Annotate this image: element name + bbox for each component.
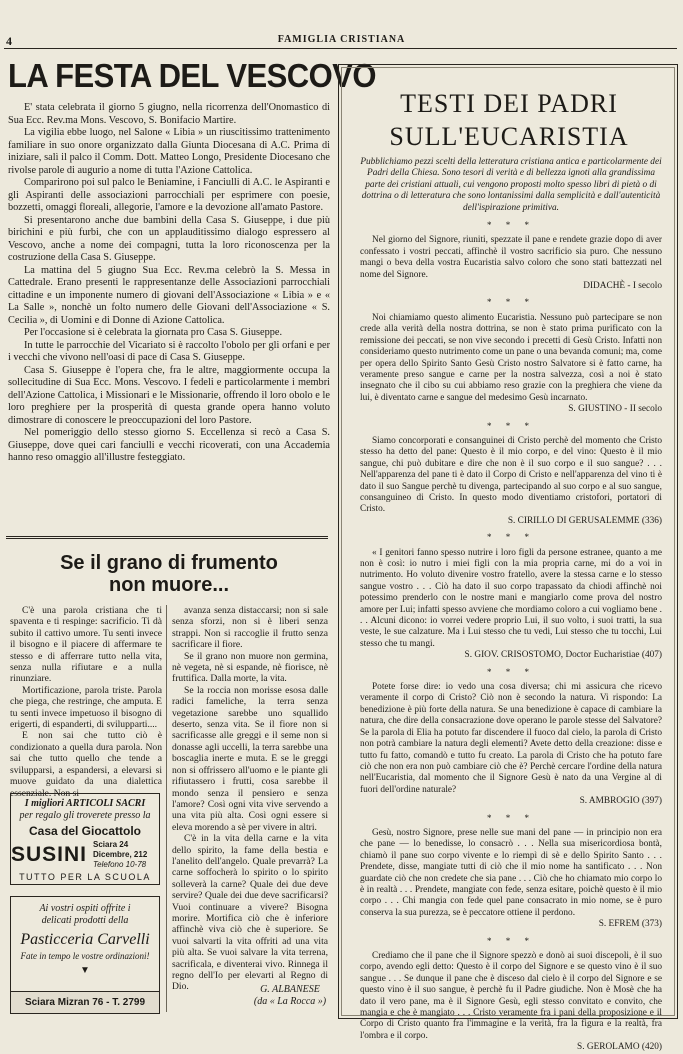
festa-paragraph: Nel pomeriggio dello stesso giorno S. Eccellenza si recò a Casa S. Giuseppe, dove quei cari fanciulli e vecchi ricoverati, con una Accademia hanno reso omaggio all'illustre festeggiato.: [8, 427, 330, 463]
section-stars: * * *: [487, 220, 535, 231]
grano-paragraph: Se la roccia non morisse esosa dalle radici fameliche, la terra senza vegetazione sarebbe uno squallido deserto, senza vita. Se il fiore non si sacrificasse alle greggi e il seme non si donasse agli uccelli, la terra sarebbe una boscaglia inerte e muta. E se le greggi non si offrissero all'uomo e le piante gli rifiutassero i frutti, cosa sarebbe il mondo senza il pensiero e senza l'amore? Così ogni vita vive servendo a una vita più alta. Così ogni essere si eleva morendo a sè per vivere in altri.: [172, 684, 328, 833]
section-stars: * * *: [487, 812, 535, 823]
testi-headline-line2: SULL'EUCARISTIA: [389, 122, 629, 151]
grano-headline-line2: non muore...: [109, 574, 229, 596]
arrow-down-icon: ▼: [80, 965, 90, 976]
grano-column-2: [172, 605, 328, 993]
ad-caption: TUTTO PER LA SCUOLA: [19, 872, 151, 882]
festa-article: [8, 56, 376, 465]
festa-paragraph: La mattina del 5 giugno Sua Ecc. Rev.ma celebrò la S. Messa in Cattedrale. Erano presenti le rappresentanze delle Associazioni parrocchiali cittadine e un imponente numero di giovani dell'Associazione « Libia » e « La Salle », nonchè un folto numero delle Giovani dell'Associazione « S. Cecilia », di Uomini e di Donne di Azione Cattolica.: [8, 264, 330, 326]
column-separator: [166, 605, 167, 1012]
testi-entry-source: DIDACHÈ - I secolo: [583, 281, 662, 292]
testi-entry-source: S. EFREM (373): [598, 919, 662, 930]
testi-body: [360, 157, 662, 1054]
ad-pasticceria-address: Sciara Mizran 76 - T. 2799: [11, 991, 159, 1013]
testi-entry-text: Crediamo che il pane che il Signore spezzò e donò ai suoi discepoli, è il suo corpo, avendo egli detto: Questo è il corpo del Signore e se questo vino è il suo sangue . . . Se dunque il pane che è disceso dal cielo è il corpo del Signore e se questo vino è il suo sangue, è perchè fu il Padre giudiche. Non è Mosè che ha dato il vero pane, ma è il Signore Gesù, egli stesso convitato e convito, che mangia e che è mangiato . . . Cristo veramente fra i pani della proposizione e il Corpo di Cristo quanto fra l'immagine e la verità, fra la figura e la realtà, fra l'ombra e il corpo.: [360, 951, 662, 1041]
festa-body: [8, 102, 330, 465]
section-divider: [6, 536, 328, 539]
ad-pasticceria-sub: Fate in tempo le vostre ordinazioni!: [20, 951, 150, 961]
running-title: FAMIGLIA CRISTIANA: [277, 34, 406, 45]
testi-entry-text: Noi chiamiamo questo alimento Eucaristia. Nessuno può partecipare se non crede alla verità della nostra dottrina, se non è stato prima purificato con la remissione dei peccati, se non vive secondo i precetti di Gesù Cristo. Infatti non consideriamo questo nutrimento come un pane o una bevanda comuni; ma, come per opera dello Spirito Santo Gesù Cristo nostro Salvatore si è fatto carne, ha veramente preso sangue e carne per la nostra salvezza, così a noi è stato insegnato che il cibo su cui abbiamo reso grazie con la preghiera che viene da lui, è diventato carne e sangue del medesimo Gesù incarnato.: [360, 312, 662, 403]
ad-line: delicati prodotti della: [41, 915, 129, 926]
testi-entry: [360, 951, 662, 1054]
ad-pasticceria-name: Pasticceria Carvelli: [20, 931, 150, 948]
testi-entry: [360, 828, 662, 931]
festa-headline: LA FESTA DEL VESCOVO: [8, 57, 376, 94]
testi-entry-text: Gesù, nostro Signore, prese nelle sue mani del pane — in principio non era che pane — lo benedisse, lo consacrò . . . Nella sua misericordiosa bontà, chiamò il pane suo corpo vivente e lo riempì di sè e dello Spirito Santo . . . Prendete, disse, mangiate tutti di ciò che il mio nome ha santificato . . . Non guardate ciò che non credete che sia pane . . . Ciò che ho chiamato mio corpo lo è in realtà . . . Prendete, mangiate con fede, senza esitare, poichè questo è il mio corpo . . . Chi mangia con fede quel pane consacrato in mio nome, se è puro conserva la sua purezza, se è peccatore ottiene il perdono.: [360, 827, 662, 918]
testi-entry-source: S. GEROLAMO (420): [577, 1042, 662, 1053]
ad-brand-row: [11, 840, 159, 870]
section-stars: * * *: [487, 297, 535, 308]
testi-entry-text: Potete forse dire: io vedo una cosa diversa; chi mi assicura che ricevo veramente il corpo di Cristo? Ciò non è secondo la natura. Vi rispondo: La benedizione è più forte della natura. Se una benedizione è capace di cambiare la natura, che dire della consacrazione dove operano le parole stesse del Salvatore? Se la parola di Elia ha potuto far discendere il fuoco dal cielo, la parola di Cristo non potrà cambiare la natura degli elementi? Avete detto della creazione: disse e tutto fu fatto, comandò e tutto fu creato. La parola di Cristo che ha potuto fare ciò che non era non può cambiare ciò che è? Perchè cercare l'ordine della natura nell'Eucaristia, dal momento che il Signore Gesù è nato da una Vergine al di fuori dell'ordine naturale?: [360, 682, 662, 795]
testi-entry-text: « I genitori fanno spesso nutrire i loro figli da persone estranee, quanto a me non è così: io nutro i miei figli con la mia propria carne, mi do a voi in nutrimento. Ho voluto divenire vostro fratello, avere la stessa carne e lo stesso sangue vostro . . . Ciò ha dato il suo corpo trapassato da chiodi affinchè noi potessimo prenderlo con le nostre mani e mangiarlo come prova del nostro amore per Lui; infatti spesso avviene che mordiamo coloro a cui vogliamo bene . . . Alcuni dicono: io vorrei vedere proprio Lui, il suo volto, i suoi tratti, la sua veste, le sue calzature. Ma i Lui stesso che tu vedi, Lui stesso che tu tocchi, Lui stesso che tu mangi.: [360, 547, 662, 649]
grano-paragraph: E non sai che tutto ciò è condizionato a quella dura parola. Non sai che tutto quello che tende a svilupparsi, a espandersi, a elevarsi si muove guidato da una dialettica essenziale. Non si: [10, 730, 162, 799]
grano-source: (da « La Rocca »): [253, 996, 327, 1007]
testi-entry: [360, 313, 662, 416]
section-stars: * * *: [487, 935, 535, 946]
testi-entry-text: Siamo concorporati e consanguinei di Cristo perchè del momento che Cristo stesso ha detto del pane: Questo è il mio corpo, e del vino: Questo è il mio sangue, chi può dubitare e dire che non è il suo corpo e il suo sangue? . . . Nell'apparenza del pane ti è dato il Corpo di Cristo e nell'apparenza del vino ti è dato il suo Sangue perchè tu divenga, partecipando al suo corpo e al suo sangue, consanguineo di Cristo. In questo modo diventiamo cristofori, portatori di Cristo.: [360, 435, 662, 515]
festa-paragraph: In tutte le parrocchie del Vicariato si è raccolto l'obolo per gli orfani e per i vecchi che vivono nell'oasi di pace di Casa S. Giuseppe.: [8, 339, 330, 363]
section-stars: * * *: [487, 420, 535, 431]
grano-column-1: [10, 605, 162, 799]
ad-headline: I migliori ARTICOLI SACRI: [24, 798, 146, 809]
grano-paragraph: C'è in la vita della carne e la vita dello spirito, la fame della bestia e l'anelito dell'angelo. Quale prevarrà? La carne soffocherà lo spirito o lo spirito solleverà la carne? Quale dei due deve servire? Quale dei due deve sacrificarsi? Vuoi continuare a vivere? Bisogna morire. Mortifica ciò che è inferiore affinchè viva ciò che è superiore. Se vuoi salvarti la vita offriti ad una vita più alta. Se vuoi salvare la vita terrena, sacrificala, e diventerai vivo. Rinnega il regno dell'Io per elevarti al Regno di Dio.: [172, 833, 328, 993]
grano-paragraph: avanza senza distaccarsi; non si sale senza sforzi, non si è liberi senza strappi. Non si raccoglie il frutto senza sacrificare il fiore.: [172, 605, 328, 651]
ad-subline: per regalo gli troverete presso la: [19, 810, 151, 821]
festa-paragraph: Casa S. Giuseppe è l'opera che, fra le altre, maggiormente occupa la sollecitudine di Sua Ecc. Mons. Vescovo. I fedeli e particolarmente i membri dell'Azione Cattolica, i Missionari e le Missionarie, offrendo il loro obolo e le loro preghiere per la prosperità di questa grande opera hanno voluto dimostrare di conoscere le preoccupazioni del loro Pastore.: [8, 364, 330, 426]
testi-entry-text: Nel giorno del Signore, riuniti, spezzate il pane e rendete grazie dopo di aver confessato i vostri peccati, affinchè il vostro sacrificio sia puro. Che nessuno mangi o beva della vostra Eucaristia salvo coloro che sono stati battezzati nel nome del Signore.: [360, 235, 662, 280]
testi-entry: [360, 682, 662, 807]
ad-shop-name: Casa del Giocattolo: [28, 824, 142, 838]
grano-paragraph: Se il grano non muore non germina, nè vegeta, nè si espande, nè fiorisce, nè fruttifica. Dalla morte, la vita.: [172, 650, 328, 685]
testi-entry-source: S. AMBROGIO (397): [579, 796, 662, 807]
grano-headline-line1: Se il grano di frumento: [60, 552, 278, 574]
festa-paragraph: Si presentarono anche due bambini della Casa S. Giuseppe, i due più birichini e più furbi, che con un applauditissimo dialogo espressero al Vescovo, anche a nome dei compagni, tutta la loro riconoscenza per la costruzione della Casa S. Giuseppe.: [8, 214, 330, 263]
festa-paragraph: Per l'occasione si è celebrata la giornata pro Casa S. Giuseppe.: [24, 327, 283, 338]
testi-headline: [345, 87, 673, 153]
grano-headline: [8, 552, 330, 596]
ad-brand: SUSINI: [11, 843, 88, 866]
grano-paragraph: Mortificazione, parola triste. Parola che piega, che restringe, che amputa. E tu senti invece impetuoso il bisogno di erigerti, di espanderti, di svilupparti....: [10, 684, 162, 731]
ad-line: Ai vostri ospiti offrite i: [39, 903, 131, 914]
testi-intro: Pubblichiamo pezzi scelti della letteratura cristiana antica e particolarmente dei Padri della Chiesa. Sono tesori di verità e di bellezza ignoti alla grandissima parte dei cristiani attuali, cui vengono proposti molto spesso libri di pietà o di dottrina o di letteratura che sono lontanissimi dalla semplicità e dall'autenticità dell'ispirazione primitiva.: [360, 157, 662, 213]
testi-entry: [360, 548, 662, 662]
testi-entry: [360, 235, 662, 292]
testi-entry-source: S. GIUSTINO - II secolo: [568, 404, 662, 415]
section-stars: * * *: [487, 666, 535, 677]
festa-paragraph: Comparirono poi sul palco le Beniamine, i Fanciulli di A.C. le Aspiranti e gli Aspiranti delle associazioni parrocchiali per esprimere con poesie, bozzetti, omaggi floreali, allegorie, l'amore e la devozione all'amato Pastore.: [8, 177, 330, 213]
testi-entry: [360, 436, 662, 527]
festa-paragraph: E' stata celebrata il giorno 5 giugno, nella ricorrenza dell'Onomastico di Sua Ecc. Rev.ma Mons. Vescovo, S. Bonifacio Martire.: [8, 102, 330, 126]
testi-entry-source: S. GIOV. CRISOSTOMO, Doctor Eucharistiae (407): [464, 650, 662, 661]
grano-author: G. ALBANESE: [260, 984, 320, 995]
festa-paragraph: La vigilia ebbe luogo, nel Salone « Libia » un riuscitissimo trattenimento familiare in suo onore organizzato dalla Giunta Diocesana di A.C. Prima di iniziare, salì il palco il Comm. Dott. Matteo Longo, Presidente Diocesano che rivolse parole di augurio a nome di tutta l'Azione Cattolica.: [8, 127, 330, 176]
ad-address: Sciara 24 Dicembre, 212: [93, 840, 148, 859]
grano-paragraph: C'è una parola cristiana che ti spaventa e ti respinge: sacrificio. Ti dà subito il cattivo umore. Tu senti invece il bisogno e il piacere di affermare te stesso e di afferrare tutto nella vita, senza nulla rifiutare e a nulla rinunziare.: [10, 605, 162, 685]
grano-signature: [250, 984, 330, 1008]
testi-entry-source: S. CIRILLO DI GERUSALEMME (336): [507, 515, 662, 526]
ad-phone: Telefono 10-78: [93, 860, 147, 869]
ad-address-block: [93, 840, 159, 870]
section-stars: * * *: [487, 532, 535, 543]
ad-articoli-sacri: [10, 793, 160, 885]
ad-pasticceria: [10, 896, 160, 1014]
header-rule: [4, 48, 677, 49]
page-number: 4: [6, 34, 12, 48]
testi-headline-line1: TESTI DEI PADRI: [400, 89, 618, 118]
